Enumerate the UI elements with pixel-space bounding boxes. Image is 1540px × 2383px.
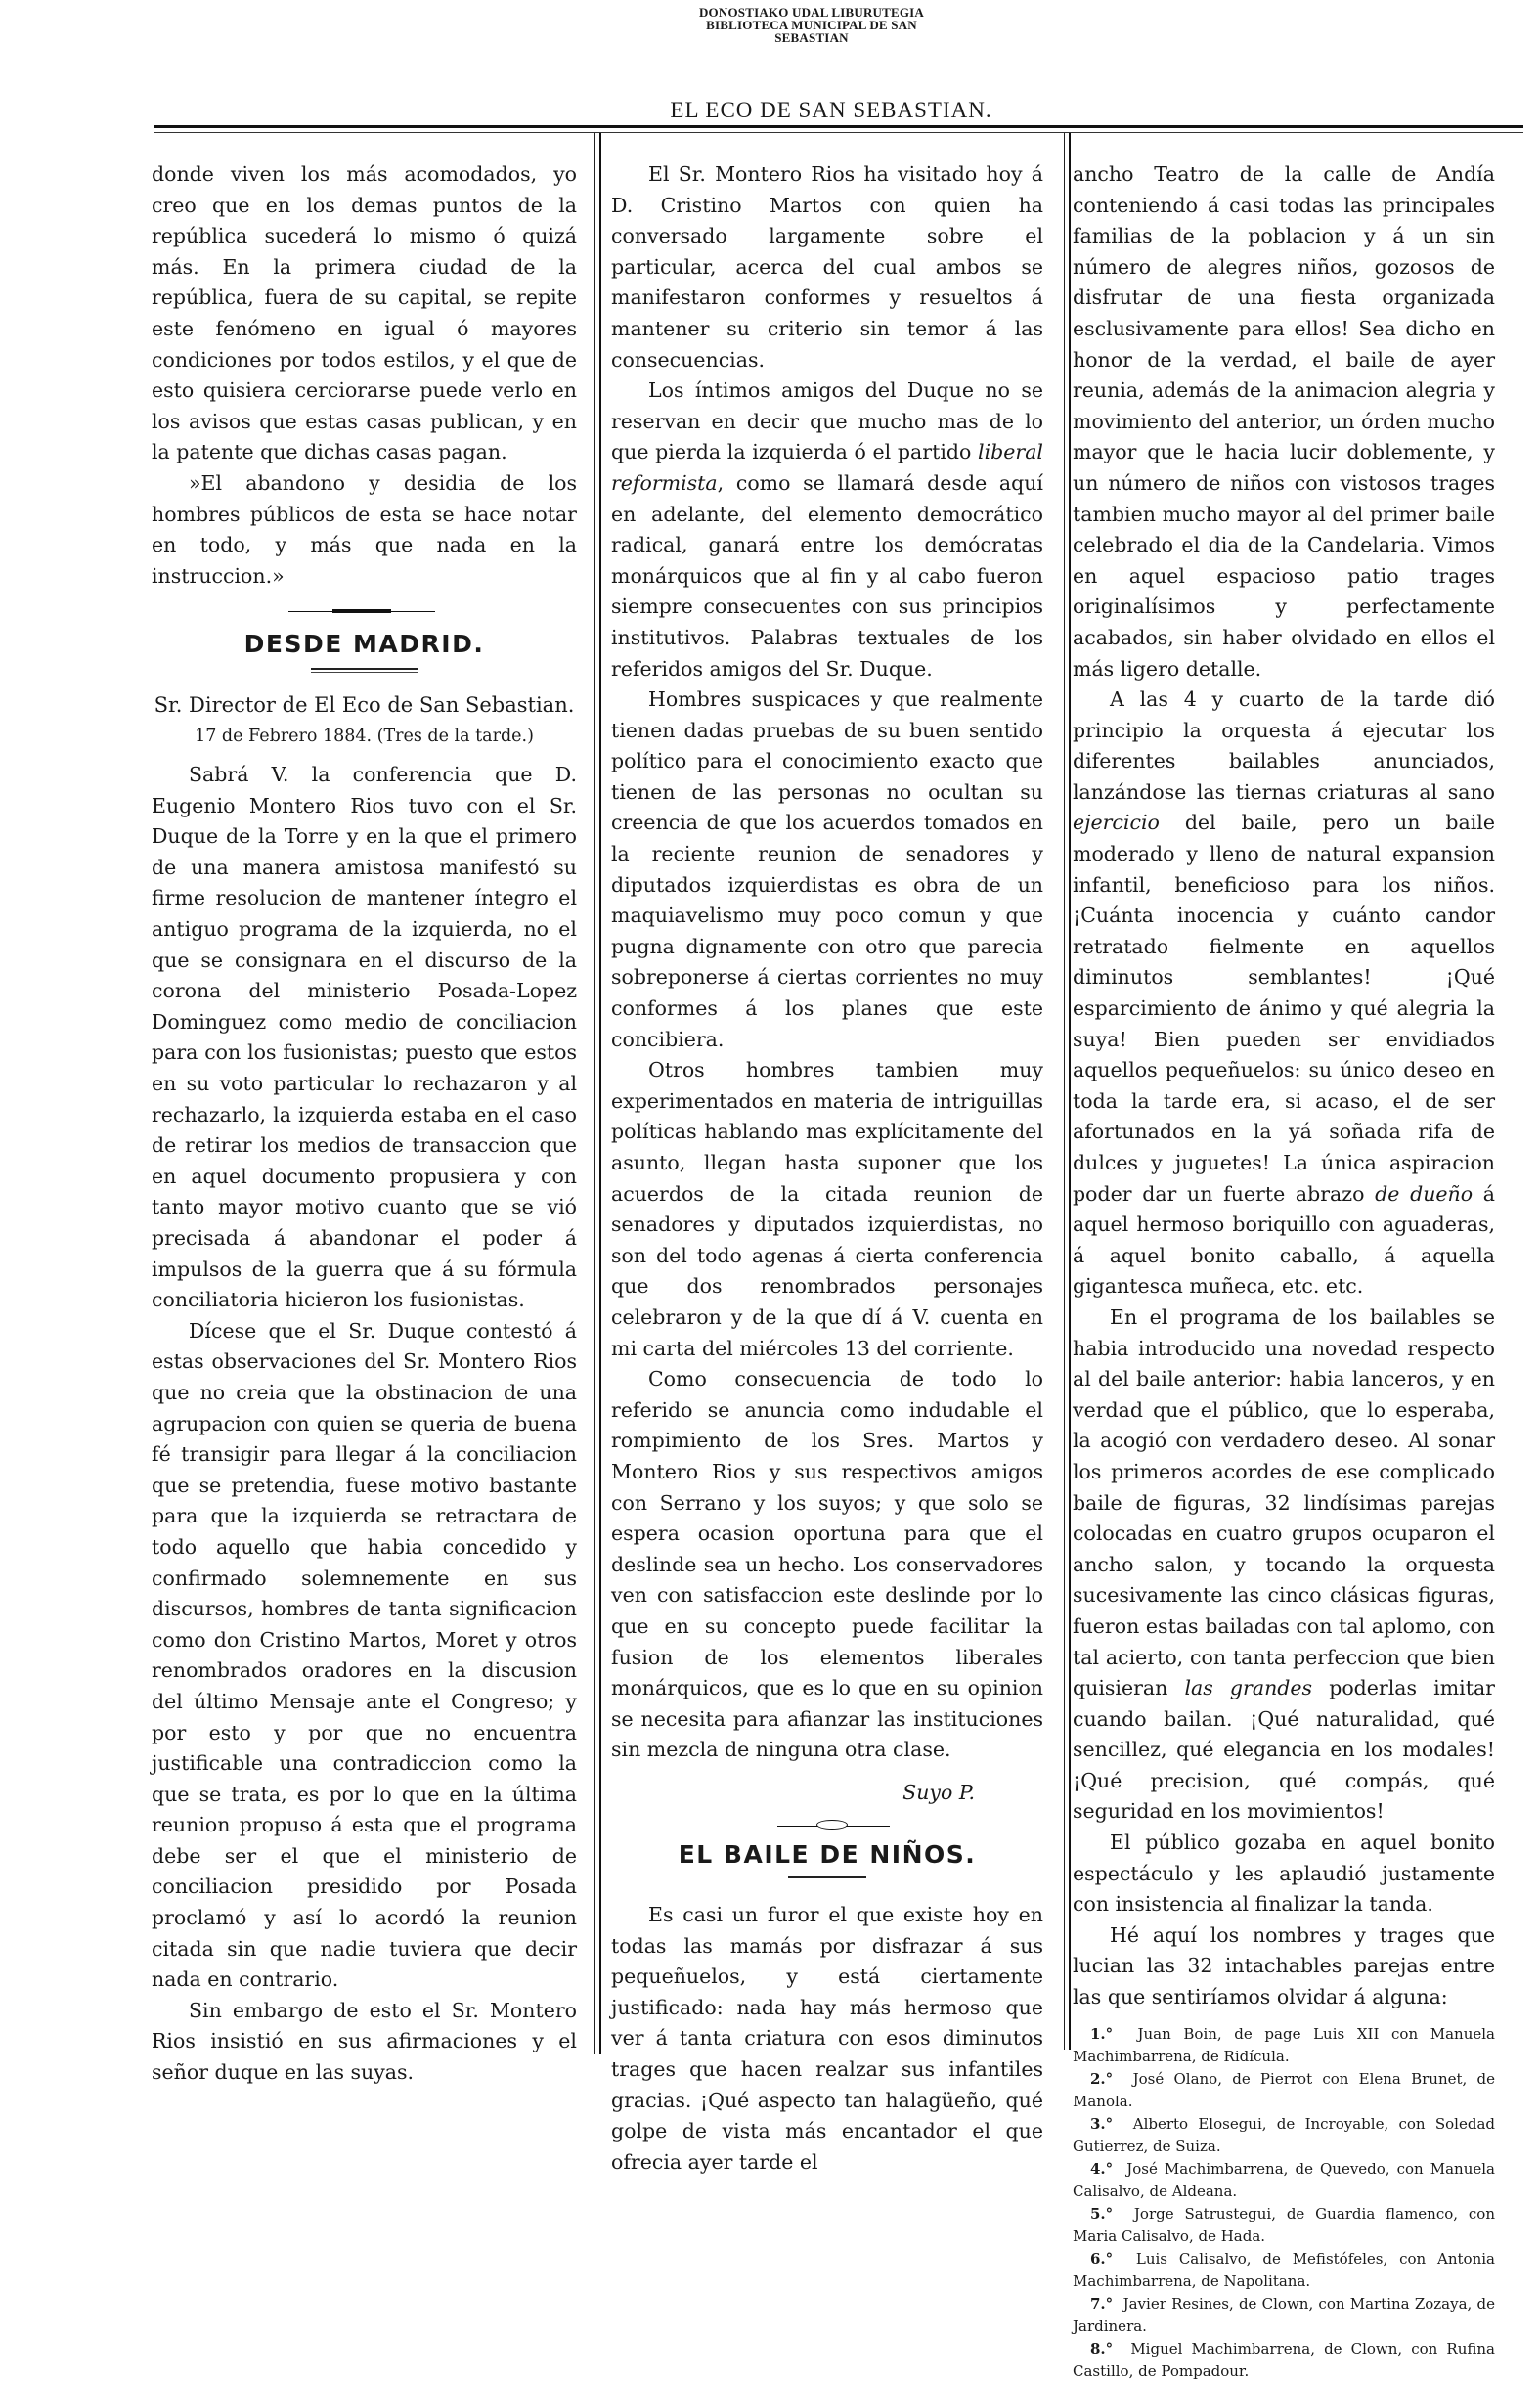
paragraph: Los íntimos amigos del Duque no se reservan en decir que mucho mas de lo que pierda la izquierda ó el partido liberal reformista, como se llamará desde aquí en adelante, del elemento democrático radical, ganará entre los demócratas monárquicos que al fin y al cabo fueron siempre consecuentes con sus principios institutivos. Palabras textuales de los referidos amigos del Sr. Duque.	[611, 378, 1043, 681]
article-continuation: donde viven los más acomodados, yo creo que en los demas puntos de la república sucederá lo mismo ó quizá más. En la primera ciudad de la república, fuera de su capital, se repite este fenómeno en igual ó mayores condiciones por todos estilos, y el que de esto quisiera cerciorarse puede verlo en los avisos que estas casas publican, y en la patente que dichas casas pagan.	[152, 162, 577, 464]
column-2	[611, 159, 1043, 2178]
italic-party-name: liberal reformista	[611, 440, 1043, 495]
title-underline	[311, 668, 418, 673]
list-item: 4.° José Machimbarrena, de Quevedo, con Manuela Calisalvo, de Aldeana.	[1073, 2159, 1495, 2200]
dateline: 17 de Febrero 1884. (Tres de la tarde.)	[195, 726, 534, 746]
paragraph: El Sr. Montero Rios ha visitado hoy á D. Cristino Martos con quien ha conversado largamente sobre el particular, acerca del cual ambos se manifestaron conformes y resueltos á mantener su criterio sin temor á las consecuencias.	[611, 162, 1043, 372]
couples-list	[1073, 2023, 1495, 2383]
list-item: 6.° Luis Calisalvo, de Mefistófeles, con Antonia Machimbarrena, de Napolitana.	[1073, 2249, 1495, 2290]
section-title-desde-madrid: DESDE MADRID.	[243, 630, 485, 659]
paragraph: Hombres suspicaces y que realmente tienen dadas pruebas de su buen sentido político para el conocimiento exacto que tienen de las personas no ocultan su creencia de que los acuerdos tomados en la reciente reunion de senadores y diputados izquierdistas es obra de un maquiavelismo muy poco comun y que pugna dignamente con otro que parecia sobreponerse á ciertas corrientes no muy conformes á los planes que este concibiera.	[611, 687, 1043, 1051]
article-quote-end: »El abandono y desidia de los hombres públicos de esta se hace notar en todo, y más que nada en la instruccion.»	[152, 470, 577, 588]
archive-stamp	[684, 6, 939, 44]
archive-stamp-line2: BIBLIOTECA MUNICIPAL DE SAN SEBASTIAN	[706, 18, 917, 45]
italic-word: las grandes	[1184, 1676, 1313, 1700]
paragraph: Dícese que el Sr. Duque contestó á estas observaciones del Sr. Montero Rios que no creia que la obstinacion de una agrupacion con quien se queria de buena fé transigir para llegar á la conciliacion que se pretendia, fuese motivo bastante para que la izquierda se retractara de todo aquello que habia concedido y confirmado solemnemente en sus discursos, hombres de tanta significacion como don Cristino Martos, Moret y otros renombrados oradores en la discusion del último Mensaje ante el Congreso; y por esto y por que no encuentra justificable una contradiccion como la que se trata, es por lo que en la última reunion propuso á esta que el programa debe ser el que el ministerio de conciliacion presidido por Posada proclamó y así lo acordó la reunion citada sin que nadie tuviera que decir nada en contrario.	[152, 1318, 577, 1992]
column-1	[152, 159, 577, 2089]
signature: Suyo P.	[902, 1780, 975, 1804]
paragraph: A las 4 y cuarto de la tarde dió principio la orquesta á ejecutar los diferentes bailables anunciados, lanzándose las tiernas criaturas al sano ejercicio del baile, pero un baile moderado y lleno de natural expansion infantil, beneficioso para los niños. ¡Cuánta inocencia y cuánto candor retratado fielmente en aquellos diminutos semblantes! ¡Qué esparcimiento de ánimo y qué alegria la suya! Bien pueden ser envidiados aquellos pequeñuelos: su único deseo en toda la tarde era, si acaso, el de ser afortunados en la yá soñada rifa de dulces y juguetes! La única aspiracion poder dar un fuerte abrazo de dueño á aquel hermoso boriquillo con aguaderas, á aquel bonito caballo, á aquella gigantesca muñeca, etc. etc.	[1073, 687, 1495, 1299]
list-item: 3.° Alberto Elosegui, de Incroyable, con Soledad Gutierrez, de Suiza.	[1073, 2114, 1495, 2155]
archive-stamp-line1: DONOSTIAKO UDAL LIBURUTEGIA	[698, 5, 925, 20]
list-item: 2.° José Olano, de Pierrot con Elena Brunet, de Manola.	[1073, 2069, 1495, 2110]
salutation: Sr. Director de El Eco de San Sebastian.	[154, 692, 575, 717]
list-item: 1.° Juan Boin, de page Luis XII con Manuela Machimbarrena, de Ridícula.	[1073, 2024, 1495, 2065]
section-title-baile-de-ninos: EL BAILE DE NIÑOS.	[678, 1840, 977, 1870]
list-item: 8.° Miguel Machimbarrena, de Clown, con Rufina Castillo, de Pompadour.	[1073, 2339, 1495, 2380]
paragraph: Sin embargo de esto el Sr. Montero Rios insistió en sus afirmaciones y el señor duque en las suyas.	[152, 1998, 577, 2085]
newspaper-masthead: EL ECO DE SAN SEBASTIAN.	[670, 98, 992, 122]
italic-word: de dueño	[1375, 1181, 1474, 1206]
title-underline	[788, 1876, 866, 1878]
column-3	[1073, 159, 1495, 2383]
column-divider-2	[1064, 133, 1071, 2050]
paragraph: El público gozaba en aquel bonito espectáculo y les aplaudió justamente con insistencia al finalizar la tanda.	[1073, 1831, 1495, 1917]
paragraph: Hé aquí los nombres y trages que lucian las 32 intachables parejas entre las que sentiríamos olvidar á alguna:	[1073, 1922, 1495, 2009]
section-ornament	[611, 1808, 1043, 1833]
paragraph: En el programa de los bailables se habia introducido una novedad respecto al del baile anterior: habia lanceros, y en verdad que el público, que lo esperaba, la acogió con verdadero deseo. Al sonar los primeros acordes de ese complicado baile de figuras, 32 lindísimas parejas colocadas en cuatro grupos ocuparon el ancho salon, y tocando la orquesta sucesivamente las cinco clásicas figuras, fueron estas bailadas con tal aplomo, con tal acierto, con tanta perfeccion que bien quisieran las grandes poderlas imitar cuando bailan. ¡Qué naturalidad, qué sencillez, qué elegancia en los modales! ¡Qué precision, qué compás, qué seguridad en los movimientos!	[1073, 1304, 1495, 1824]
paragraph: Como consecuencia de todo lo referido se anuncia como indudable el rompimiento de los Sres. Martos y Montero Rios y sus respectivos amigos con Serrano y los suyos; y que solo se espera ocasion oportuna para que el deslinde sea un hecho. Los conservadores ven con satisfaccion este deslinde por lo que en su concepto puede facilitar la fusion de los elementos liberales monárquicos, que es lo que en su opinion se necesita para afianzar las instituciones sin mezcla de ninguna otra clase.	[611, 1367, 1043, 1762]
paragraph: Otros hombres tambien muy experimentados en materia de intriguillas políticas hablando mas explícitamente del asunto, llegan hasta suponer que los acuerdos de la citada reunion de senadores y diputados izquierdistas, no son del todo agenas á cierta conferencia que dos renombrados personajes celebraron y de la que dí á V. cuenta en mi carta del miércoles 13 del corriente.	[611, 1058, 1043, 1360]
paragraph: Sabrá V. la conferencia que D. Eugenio Montero Rios tuvo con el Sr. Duque de la Torre y en la que el primero de una manera amistosa manifestó su firme resolucion de mantener íntegro el antiguo programa de la izquierda, no el que se consignara en el discurso de la corona del ministerio Posada-Lopez Dominguez como medio de conciliacion para con los fusionistas; puesto que estos en su voto particular lo rechazaron y al rechazarlo, la izquierda estaba en el caso de retirar los medios de transaccion que en aquel documento propusiera y con tanto mayor motivo cuanto que se vió precisada á abandonar el poder á impulsos de la guerra que á su fórmula conciliatoria hicieron los fusionistas.	[152, 763, 577, 1312]
italic-word: ejercicio	[1073, 811, 1160, 835]
section-ornament	[152, 592, 577, 621]
list-item: 7.° Javier Resines, de Clown, con Martina Zozaya, de Jardinera.	[1073, 2294, 1495, 2335]
paragraph: Es casi un furor el que existe hoy en todas las mamás por disfrazar á sus pequeñuelos, y está ciertamente justificado: nada hay más hermoso que ver á tanta criatura con esos diminutos trages que hacen realzar sus infantiles gracias. ¡Qué aspecto tan halagüeño, qué golpe de vista más encantador el que ofrecia ayer tarde el	[611, 1903, 1043, 2174]
column-divider-1	[594, 133, 601, 2054]
header-rule	[154, 125, 1523, 133]
paragraph: ancho Teatro de la calle de Andía conteniendo á casi todas las principales familias de la poblacion y á un sin número de alegres niños, gozosos de disfrutar de una fiesta organizada esclusivamente para ellos! Sea dicho en honor de la verdad, el baile de ayer reunia, además de la animacion alegria y movimiento del anterior, un órden mucho mayor que le hacia lucir doblemente, y un número de niños con vistosos trages tambien mucho mayor al del primer baile celebrado el dia de la Candelaria. Vimos en aquel espacioso patio trages originalísimos y perfectamente acabados, sin haber olvidado en ellos el más ligero detalle.	[1073, 162, 1495, 681]
list-item: 5.° Jorge Satrustegui, de Guardia flamenco, con Maria Calisalvo, de Hada.	[1073, 2204, 1495, 2245]
